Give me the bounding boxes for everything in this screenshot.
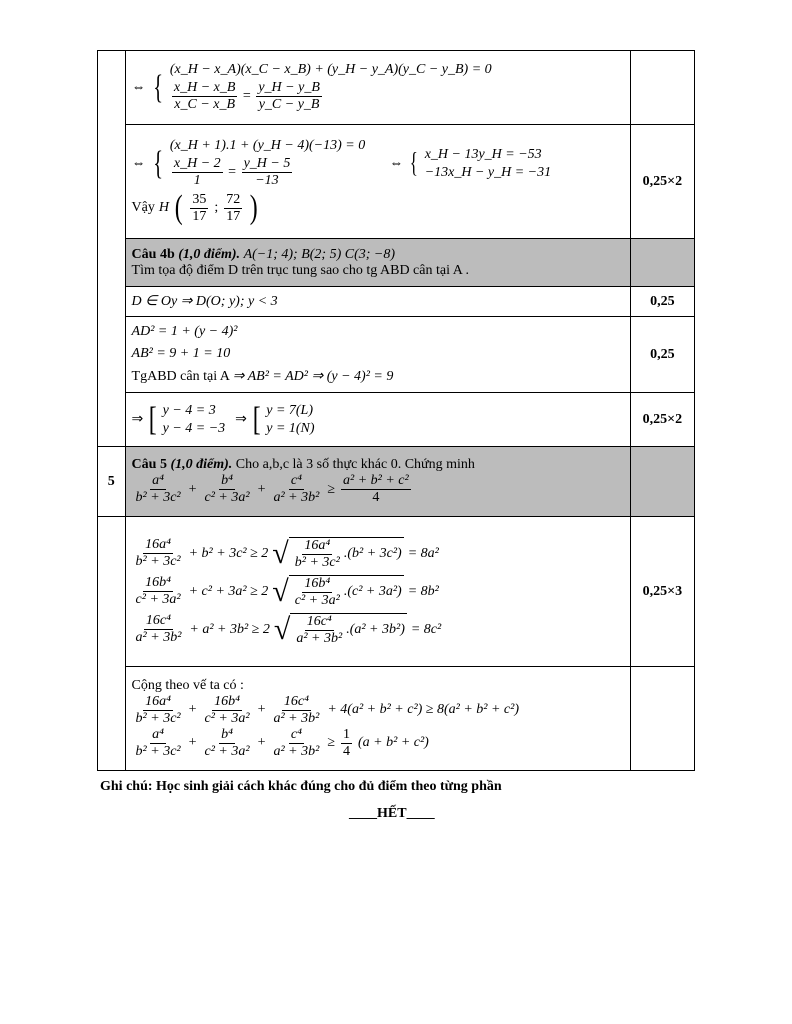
table-row <box>98 125 695 239</box>
score-cell: 0,25×2 <box>630 393 694 447</box>
fraction-denominator: −13 <box>255 173 279 188</box>
fraction-numerator: 35 <box>192 191 207 207</box>
table-row <box>98 239 695 287</box>
fraction-numerator: a² + b² + c² <box>343 473 409 488</box>
conclusion-label: Vậy <box>131 200 155 215</box>
table-row <box>98 317 695 393</box>
score-cell: 0,25 <box>630 287 694 317</box>
solution-cell: ⇒ [ y − 4 = 3 y − 4 = −3 ⇒ [ y = 7(L) y = 1(N) <box>125 393 630 447</box>
fraction-numerator: 72 <box>226 191 241 207</box>
end-marker: ____HẾT____ <box>349 806 435 821</box>
fraction-denominator: y_C − y_B <box>258 97 320 112</box>
statement-text: Cộng theo vế ta có : <box>131 677 244 693</box>
footnote: Ghi chú: Học sinh giải cách khác đúng cho đủ điểm theo từng phần <box>100 779 502 794</box>
equation-part: = 8a² <box>407 545 439 561</box>
fraction-denominator: b² + 3c² <box>135 490 181 505</box>
question-number-cell <box>98 51 126 447</box>
fraction-denominator: b² + 3c² <box>294 554 340 570</box>
equation-part: = 8c² <box>410 621 442 637</box>
given-points: A(−1; 4); B(2; 5) C(3; −8) <box>243 246 396 262</box>
fraction-numerator: c⁴ <box>290 726 302 742</box>
fraction-numerator: a⁴ <box>152 726 165 742</box>
fraction-numerator: b⁴ <box>221 726 233 742</box>
fraction-denominator: a² + 3b² <box>135 630 182 645</box>
equation-part: + 4(a² + b² + c²) ≥ 8(a² + b² + c²) <box>327 702 520 717</box>
score-cell: 0,25×2 <box>630 125 694 239</box>
fraction-denominator: a² + 3b² <box>296 630 343 646</box>
equation-part: .(a² + 3b²) <box>346 622 405 637</box>
equation-part: + a² + 3b² ≥ 2 <box>189 621 270 637</box>
fraction-denominator: 4 <box>372 490 380 505</box>
fraction-denominator: x_C − x_B <box>174 97 236 112</box>
fraction-denominator: 4 <box>343 743 351 759</box>
equation: x_H − 13y_H = −53 <box>424 146 542 162</box>
solution-cell <box>125 317 630 393</box>
score-cell <box>630 239 694 287</box>
grading-table <box>97 50 695 771</box>
fraction-numerator: 16c⁴ <box>306 613 332 629</box>
score-cell <box>630 447 694 517</box>
solution-cell: ⇔ { (x_H + 1).1 + (y_H − 4)(−13) = 0 $\frac{x\_H - 2}{1}$ = $\frac{y\_H - 5}{-13}$ ⇔ { x_H − 13y_H = −53 −13x_H − y_H = −31 Vậy H ( $\frac{35}{17}$ ; $\frac{72}{17}$ ) <box>125 125 630 239</box>
equation: y = 7(L) <box>266 402 314 418</box>
fraction-numerator: c⁴ <box>290 473 302 488</box>
equation: D ∈ Oy ⇒ D(O; y); y < 3 <box>131 294 278 309</box>
question-task: Cho a,b,c là 3 số thực khác 0. Chứng minh <box>235 457 475 472</box>
fraction-denominator: 17 <box>226 208 241 224</box>
equation: AB² = 9 + 1 = 10 <box>131 346 231 361</box>
fraction-denominator: c² + 3a² <box>135 592 181 607</box>
question-task: Tìm tọa độ điểm D trên trục tung sao cho tg ABD cân tại A . <box>131 262 470 278</box>
equation: (x_H − x_A)(x_C − x_B) + (y_H − y_A)(y_C − y_B) = 0 <box>169 62 492 77</box>
equation: y = 1(N) <box>266 420 315 436</box>
equation: y − 4 = 3 <box>162 402 216 418</box>
fraction-numerator: 16a⁴ <box>145 693 172 709</box>
equation: (x_H + 1).1 + (y_H − 4)(−13) = 0 <box>169 138 366 153</box>
equation-part: = 8b² <box>407 583 439 599</box>
equation-part: (a + b² + c²) <box>358 735 429 750</box>
statement-text: TgABD cân tại A <box>131 369 230 384</box>
fraction-denominator: a² + 3b² <box>273 743 320 759</box>
fraction-numerator: 16b⁴ <box>214 693 240 709</box>
table-row <box>98 667 695 771</box>
fraction-numerator: a⁴ <box>152 473 165 488</box>
equation-part: + b² + 3c² ≥ 2 <box>188 545 269 561</box>
score-cell: 0,25×3 <box>630 517 694 667</box>
table-row <box>98 393 695 447</box>
table-row <box>98 51 695 125</box>
solution-cell <box>125 287 630 317</box>
fraction-denominator: c² + 3a² <box>204 710 250 726</box>
fraction-denominator: 17 <box>192 208 207 224</box>
equation-part: .(c² + 3a²) <box>343 584 402 599</box>
solution-cell: Cộng theo vế ta có : $\frac{\text{16a⁴}}{\text{b² + 3c²}}$ + $\frac{\text{16b⁴}}{\text{c² + 3a²}}$ + $\frac{\text{16c⁴}}{\text{a² + 3b²}}$ + 4(a² + b² + c²) ≥ 8(a² + b² + c²) $\frac{\text{a⁴}}{\text{b² + 3c²}}$ + $\frac{\text{b⁴}}{\text{c² + 3a²}}$ + $\frac{\text{c⁴}}{\text{a² + 3b²}}$ ≥ $\frac{1}{4}$ (a + b² + c²) <box>125 667 630 771</box>
question-header-cell <box>125 239 630 287</box>
score-cell <box>630 51 694 125</box>
fraction-numerator: 16a⁴ <box>304 537 331 553</box>
fraction-denominator: b² + 3c² <box>135 710 181 726</box>
fraction-denominator: b² + 3c² <box>135 743 181 759</box>
fraction-denominator: a² + 3b² <box>273 710 320 726</box>
equation: −13x_H − y_H = −31 <box>424 164 552 180</box>
fraction-numerator: 16b⁴ <box>304 575 331 591</box>
question-number-cell: 5 <box>98 447 126 517</box>
table-row <box>98 517 695 667</box>
fraction-numerator: 16b⁴ <box>145 575 172 590</box>
table-row <box>98 447 695 517</box>
fraction-denominator: c² + 3a² <box>204 743 250 759</box>
fraction-numerator: 16a⁴ <box>145 537 172 552</box>
solution-cell: ⇔ { (x_H − x_A)(x_C − x_B) + (y_H − y_A)(y_C − y_B) = 0 $\frac{x\_H - x\_B}{x\_C - x\_B}$ = $\frac{y\_H - y\_B}{y\_C - y\_B}$ <box>125 51 630 125</box>
fraction-numerator: 16c⁴ <box>145 613 172 628</box>
point-label: H <box>158 200 169 215</box>
question-number-cell <box>98 517 126 771</box>
equation-part: .(b² + 3c²) <box>343 546 402 561</box>
solution-cell: $\frac{\text{16a⁴}}{\text{b² + 3c²}}$ + b² + 3c² ≥ 2 √ $\frac{\text{16a⁴}}{\text{b² + 3c²}}$ .(b² + 3c²) = 8a² $\frac{\text{16b⁴}}{\text{c² + 3a²}}$ + c² + 3a² ≥ 2 √ $\frac{\text{16b⁴}}{\text{c² + 3a²}}$ .(c² + 3a²) = 8b² $\frac{\text{16c⁴}}{\text{a² + 3b²}}$ + a² + 3b² ≥ 2 √ $\frac{\text{16c⁴}}{\text{a² + 3b²}}$ .(a² + 3b²) = 8c² <box>125 517 630 667</box>
score-cell <box>630 667 694 771</box>
fraction-numerator: y_H − y_B <box>258 80 320 95</box>
fraction-numerator: b⁴ <box>221 473 233 488</box>
fraction-numerator: y_H − 5 <box>243 156 291 171</box>
fraction-denominator: c² + 3a² <box>204 490 250 505</box>
question-header-cell: Câu 5 (1,0 điểm). Cho a,b,c là 3 số thực khác 0. Chứng minh $\frac{\text{a⁴}}{\text{b² + 3c²}}$ + $\frac{\text{b⁴}}{\text{c² + 3a²}}$ + $\frac{\text{c⁴}}{\text{a² + 3b²}}$ ≥ $\frac{\text{a² + b² + c²}}{4}$ <box>125 447 630 517</box>
fraction-numerator: x_H − 2 <box>173 156 221 171</box>
fraction-denominator: 1 <box>193 173 201 188</box>
question-title: Câu 4b <box>131 246 175 262</box>
fraction-denominator: a² + 3b² <box>273 490 320 505</box>
equation: ⇒ AB² = AD² ⇒ (y − 4)² = 9 <box>232 369 394 384</box>
equation-part: + c² + 3a² ≥ 2 <box>188 583 269 599</box>
fraction-numerator: 16c⁴ <box>283 693 309 709</box>
equation: y − 4 = −3 <box>162 420 226 436</box>
question-points: (1,0 điểm). <box>178 246 241 262</box>
fraction-numerator: 1 <box>343 726 351 742</box>
equation: AD² = 1 + (y − 4)² <box>131 324 238 339</box>
question-title: Câu 5 <box>131 457 167 472</box>
table-row <box>98 287 695 317</box>
question-points: (1,0 điểm). <box>170 457 233 472</box>
fraction-numerator: x_H − x_B <box>173 80 236 95</box>
score-cell: 0,25 <box>630 317 694 393</box>
fraction-denominator: c² + 3a² <box>294 592 340 608</box>
fraction-denominator: b² + 3c² <box>135 554 181 569</box>
